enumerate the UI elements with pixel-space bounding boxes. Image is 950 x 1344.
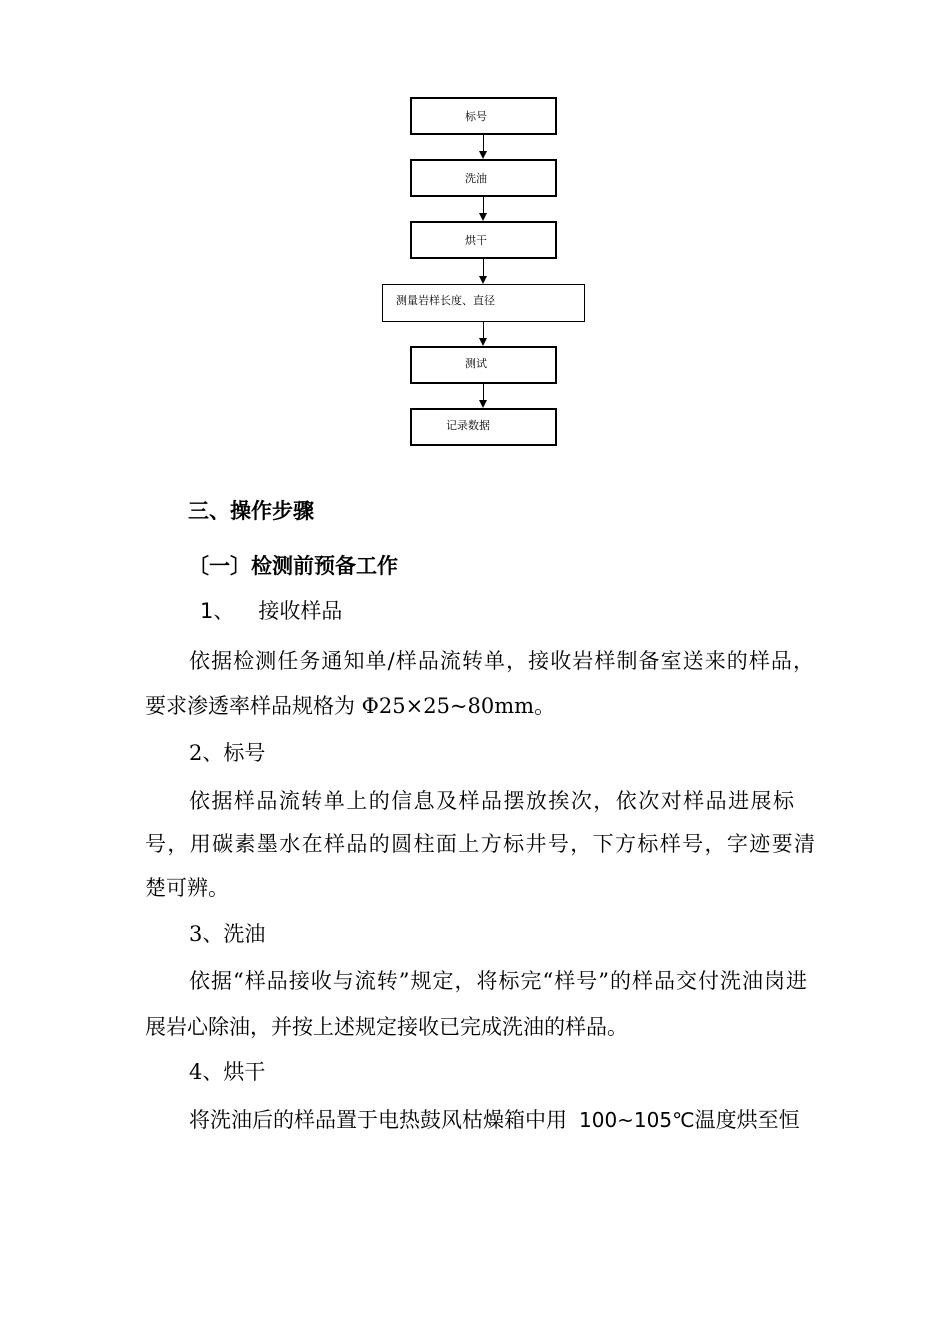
flow-step-dry (410, 221, 557, 259)
flow-arrowhead (479, 213, 487, 221)
flow-step-text: 记录数据 (446, 419, 490, 432)
flow-arrow (483, 322, 484, 338)
paragraph-line: 依据检测任务通知单/样品流转单，接收岩样制备室送来的样品， (189, 649, 814, 673)
paragraph-line: 号，用碳素墨水在样品的圆柱面上方标井号，下方标样号，字迹要清 (145, 832, 815, 856)
paragraph-line: 依据“样品接收与流转”规定，将标完“样号”的样品交付洗油岗进 (189, 969, 807, 993)
paragraph-line: 要求渗透率样品规格为 Φ25×25~80mm。 (145, 694, 556, 718)
paragraph-line (189, 1106, 800, 1134)
flow-arrowhead (479, 151, 487, 159)
sub-heading: 〔一〕检测前预备工作 (188, 553, 398, 578)
flow-arrowhead (479, 338, 487, 346)
paragraph-line: 依据样品流转单上的信息及样品摆放挨次，依次对样品进展标 (189, 789, 794, 813)
flow-step-wash-oil (410, 159, 557, 197)
paragraph-line: 楚可辨。 (145, 876, 229, 900)
flow-arrow (483, 135, 484, 151)
flow-step-record (410, 408, 557, 446)
flow-arrowhead (479, 276, 487, 284)
flow-step-text: 测试 (465, 357, 487, 370)
flow-step-text: 烘干 (465, 234, 487, 247)
flow-step-text: 测量岩样长度、直径 (396, 294, 495, 307)
flow-step-text: 洗油 (465, 172, 487, 185)
flow-step-test (410, 346, 557, 384)
flow-step-text: 标号 (465, 110, 487, 123)
item-title: 3、洗油 (189, 922, 266, 946)
section-heading: 三、操作步骤 (188, 498, 314, 523)
flow-arrowhead (479, 400, 487, 408)
item-title-text: 接收样品 (258, 599, 343, 623)
text-run: 温度烘至恒 (694, 1108, 800, 1132)
item-title: 2、标号 (189, 741, 266, 765)
item-number: 1、 (200, 599, 235, 623)
text-run: 将洗油后的样品置于电热鼓风枯燥箱中用 (189, 1108, 567, 1132)
temperature-range: 100~105℃ (579, 1108, 695, 1132)
flow-step-measure (382, 284, 585, 322)
paragraph-line: 展岩心除油，并按上述规定接收已完成洗油的样品。 (145, 1015, 628, 1039)
flow-arrow (483, 259, 484, 276)
flow-step-label (410, 97, 557, 135)
item-title: 4、烘干 (189, 1060, 266, 1084)
item-title (200, 597, 342, 625)
flow-arrow (483, 197, 484, 213)
flow-arrow (483, 384, 484, 400)
